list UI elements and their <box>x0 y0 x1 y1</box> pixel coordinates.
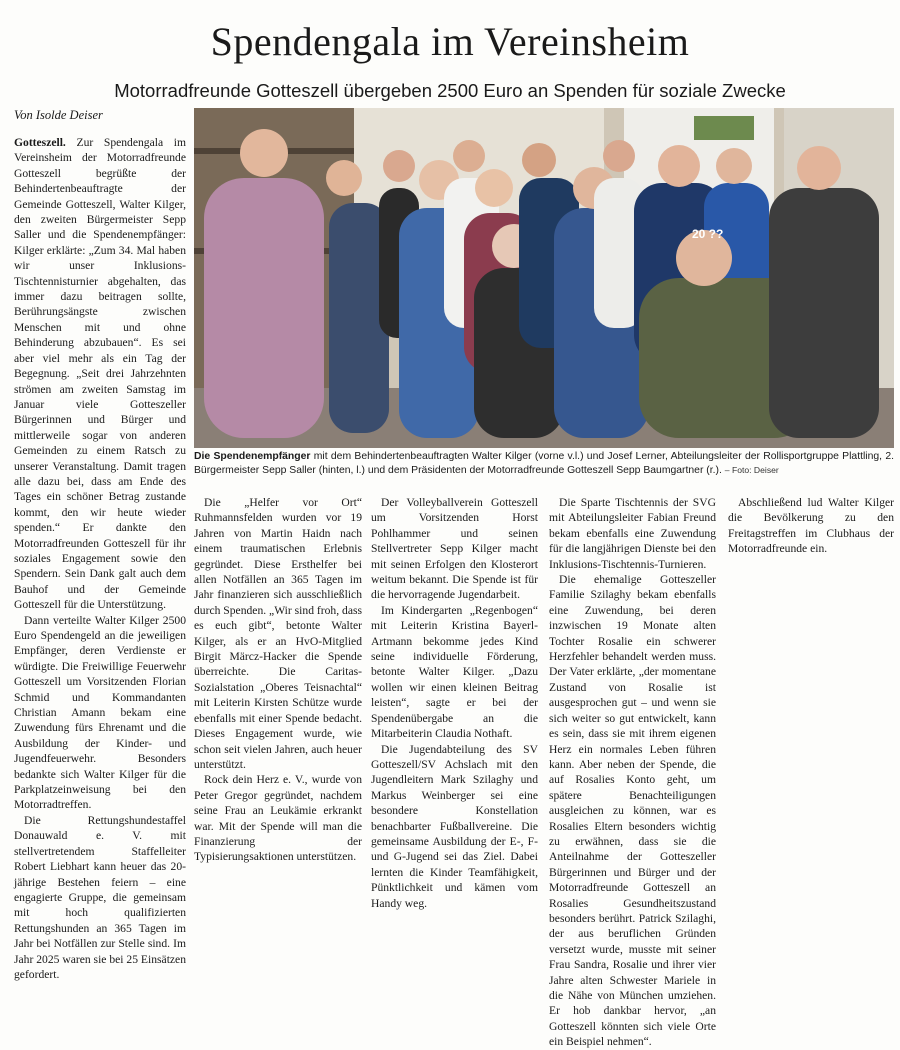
article-body <box>14 135 186 981</box>
article-column-5 <box>728 495 894 863</box>
paragraph: Die Jugendabteilung des SV Gotteszell/SV Achslach mit den Jugendleitern Mark Szilaghy und Markus Weinberger sei eine besondere Konstellation benachbarter Fußballvereine. Die gemeinsame Ausbildung der E-, F- und G-Jugend sei das Ziel. Dabei lernten die Kinder Teamfähigkeit, Pünktlichkeit und kämen vom Handy weg. <box>371 742 538 910</box>
subheadline: Motorradfreunde Gotteszell übergeben 2500 Euro an Spenden für soziale Zwecke <box>114 80 786 101</box>
paragraph: Im Kindergarten „Regenbogen“ mit Leiterin Kristina Bayerl-Artmann bekomme jedes Kind seine individuelle Förderung, betonte Walter Kilger. „Dazu wollen wir einen kleinen Beitrag leisten“, sagte er bei der Spendenübergabe an die Mitarbeiterin Claudia Nothaft. <box>371 603 538 741</box>
paragraph: Die „Helfer vor Ort“ Ruhmannsfelden wurden vor 19 Jahren von Martin Haidn nach einem traumatischen Erlebnis gegründet. Diese Ersthelfer bei allen Notfällen an 365 Tagen im Jahr finanzieren sich ausschließlich durch Spenden. „Wir sind froh, dass es euch gibt“, betonte Walter Kilger, als er an HvO-Mitglied Birgit Märcz-Hacker die Spende überreichte. Die Caritas-Sozialstation „Oberes Teisnachtal“ mit Leiterin Kirsten Schütze wurde ebenfalls mit einer Spende bedacht. Dieses Engagement wurde, wie schon seit vielen Jahren, auch heuer unterstützt. <box>194 496 362 771</box>
lead-body: Zur Spendengala im Vereinsheim der Motorradfreunde Gotteszell begrüßte der Behindertenbeauftragte der Gemeinde Gotteszell, Walter Kilger, den zweiten Bürgermeister Sepp Saller und die Spendenempfänger: Kilger erklärte: „Zum 34. Mal haben wir unser Inklusions-Tischtennisturnier abgehalten, das immer dazu beitragen sollte, Berührungsängste zwischen Menschen mit und ohne Behinderung abzubauen“. Es sei aber viel mehr als ein Tag der Begegnung. „Seit drei Jahrzehnten strömen am zweiten Samstag im Januar viele Gotteszeller Bürgerinnen und Bürger und mittlerweile sogar von anderen Gemeinden zu einem Ratsch zu unserer Veranstaltung. Damit tragen alle dazu bei, dass am Ende des Tages ein schöner Betrag zustande kommt, den wir heute wieder spenden.“ Er dankte den Motorradfreunden Gotteszell für ihr soziales Engagement sowie den Spendern. Sein Dank galt auch dem Bauhof und der Gemeinde Gotteszell für die Unterstützung. <box>14 136 186 612</box>
caption-body: mit dem Behindertenbeauftragten Walter Kilger (vorne v.l.) und Josef Lerner, Abteilungsleiter der Rollisportgruppe Plattling, 2. Bürgermeister Sepp Saller (hinten, l.) und dem Präsidenten der Motorradfreunde Gotteszell Sepp Baumgartner (r.). <box>194 451 894 476</box>
article-column-2 <box>194 495 362 863</box>
paragraph: Die ehemalige Gotteszeller Familie Szilaghy bekam ebenfalls eine Zuwendung, bei deren inzwischen 19 Monate alten Tochter Rosalie ein schwerer Herzfehler behandelt werden muss. Der Vater erklärte, „der momentane Zustand von Rosalie ist ausgesprochen gut – und wenn sie sich weiter so gut entwickelt, kann es sein, dass sie mit ihrem eigenen Herz ein normales Leben führen kann. Aber neben der Spende, die auf Rosalies Konto geht, um spätere Benachteiligungen ausgleichen zu können, war es Rosalies Eltern besonders wichtig zu erwähnen, dass sie die Anteilnahme der Gotteszeller Bürgerinnen und Bürger und der Motorradfreunde Gotteszell an Rosalies Gesundheitszustand besonders berührt. Patrick Szilaghi, der aus beruflichen Gründen versetzt wurde, musste mit seiner Frau Sandra, Rosalie und ihrer vier Jahre alten Schwester Mariele in die Nähe von München umziehen. Er hob dankbar hervor, „an Gotteszell könnten sich viele Orte ein Beispiel nehmen“. <box>549 573 716 1049</box>
paragraph: Die Sparte Tischtennis der SVG mit Abteilungsleiter Fabian Freund bekam ebenfalls eine Zuwendung für die langjährigen Dienste bei den Inklusions-Tischtennis-Turnieren. <box>549 496 716 571</box>
paragraph: Rock dein Herz e. V., wurde von Peter Gregor gegründet, nachdem seine Frau an Leukämie erkrankt war. Mit der Spende will man die Finanzierung der Typisierungsaktionen unterstützen. <box>194 773 362 864</box>
wall-lettering: 20 ?? <box>692 227 724 241</box>
dateline: Gotteszell. <box>14 136 66 149</box>
paragraph: Die Rettungshundestaffel Donauwald e. V. mit stellvertretendem Staffelleiter Robert Liebhart kann heuer das 20-jährige Bestehen feiern – eine engagierte Gruppe, die gemeinsam mit hoch qualifizierten Rettungshunden an 365 Tagen im Jahr bei Notfällen zur Stelle sind. Im Jahr 2025 waren sie bei 25 Einsätzen gefordert. <box>14 813 186 981</box>
photo-credit: – Foto: Deiser <box>724 464 779 475</box>
headline: Spendengala im Vereinsheim <box>210 19 690 64</box>
paragraph: Dann verteilte Walter Kilger 2500 Euro Spendengeld an die jeweiligen Empfänger, deren Verdienste er würdigte. Die Freiwillige Feuerwehr Gotteszell um Vorsitzenden Florian Schmid und Kommandanten Christian Amann bekam eine Zuwendung fürs Ehrenamt und die Ausbildung der Kinder- und Jugendfeuerwehr. Besonders bedankte sich Walter Kilger für die Parkplatzeinweisung bei den Motorradtreffen. <box>14 613 186 812</box>
caption-lead: Die Spendenempfänger <box>194 451 311 462</box>
article-column-4 <box>549 495 716 1049</box>
photo-caption <box>194 450 894 477</box>
group-photo <box>194 108 894 448</box>
group-photo-illustration <box>194 108 894 448</box>
byline: Von Isolde Deiser <box>14 108 103 122</box>
lead-paragraph <box>14 135 186 613</box>
article-column-3 <box>371 495 538 910</box>
paragraph: Abschließend lud Walter Kilger die Bevölkerung zu den Freitagstreffen im Clubhaus der Motorradfreunde ein. <box>728 496 894 556</box>
paragraph: Der Volleyballverein Gotteszell um Vorsitzenden Horst Pohlhammer und seinen Stellvertreter Sepp Kilger macht mit seinen Erfolgen den Klosterort weitum bekannt. Die Spende ist für die hervorragende Jugendarbeit. <box>371 496 538 602</box>
